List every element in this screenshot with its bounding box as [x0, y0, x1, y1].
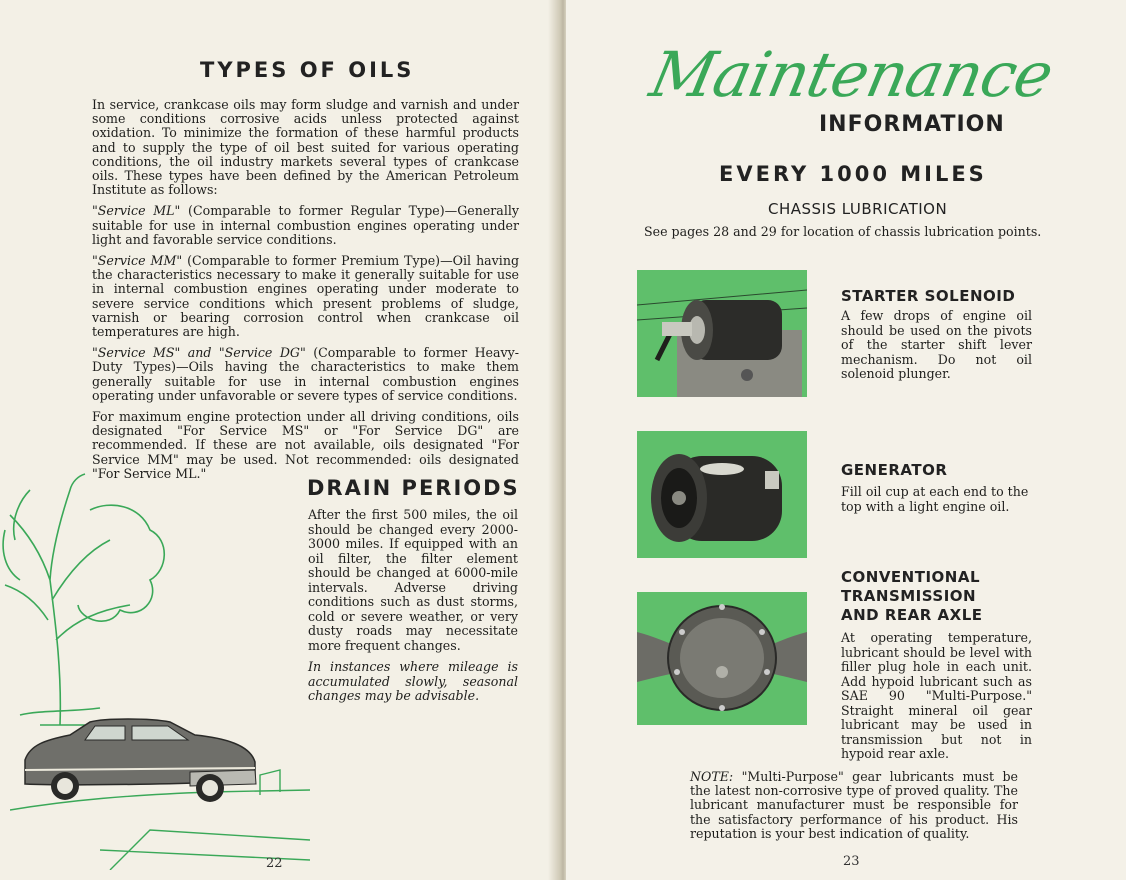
generator-icon [637, 431, 807, 558]
drain-periods-heading: DRAIN PERIODS [307, 476, 520, 500]
rear-axle-photo [637, 592, 807, 725]
left-page [0, 0, 560, 880]
drain-paragraph: After the first 500 miles, the oil should be changed every 2000-3000 miles. If equipped with an oil filter, the filter element should be changed at 6000-mile intervals. Adverse driving conditions such as dust storms, cold or severe weather, or very dusty roads may necessitate more frequent changes. [308, 507, 518, 653]
transmission-axle-title [841, 568, 983, 625]
information-heading: INFORMATION [819, 112, 1005, 137]
note-paragraph [690, 770, 1018, 841]
page-number-right: 23 [843, 854, 860, 869]
max-protection-paragraph: For maximum engine protection under all driving conditions, oils designated "For Service MS" or "For Service DG" are recommended. If these are not available, oils designated "For Service MM" may be used. Not recommended: oils designated "For Service ML." [92, 409, 519, 481]
service-ms-paragraph [92, 346, 519, 403]
rear-axle-icon [637, 592, 807, 725]
transmission-title-line-1: CONVENTIONAL [841, 568, 981, 586]
chassis-lubrication-heading: CHASSIS LUBRICATION [768, 200, 948, 218]
service-ms-text: (Comparable to former Heavy-Duty Types)—Oils having the characteristics to make them generally suitable for use in internal combustion engines operating under unfavorable or severe types of service conditions. [92, 345, 519, 403]
service-mm-text: (Comparable to former Premium Type)—Oil having the characteristics necessary to make it generally suitable for use in internal combustion engines operating under moderate to severe service conditions which present problems of sludge, varnish or bearing corrosion control when crankcase oil temperatures are high. [92, 253, 520, 340]
page-number-left: 22 [266, 856, 283, 871]
service-ml-text: (Comparable to former Regular Type)—Generally suitable for use in internal combustion engines operating under light and favorable service conditions. [92, 203, 519, 247]
starter-solenoid-title: STARTER SOLENOID [841, 287, 1016, 305]
types-of-oils-heading: TYPES OF OILS [200, 58, 415, 82]
note-text: "Multi-Purpose" gear lubricants must be the latest non-corrosive type of proved quality. The lubricant manufacturer must be responsible for the satisfactory performance of his product. His reputation is your best indication of quality. [690, 769, 1018, 841]
right-page [566, 0, 1126, 880]
service-mm-paragraph [92, 254, 519, 339]
intro-paragraph: In service, crankcase oils may form sludge and varnish and under some conditions corrosive acids unless protected against oxidation. To minimize the formation of these harmful products and to supply the type of oil best suited for various operating conditions, the oil industry markets several types of crankcase oils. These types have been defined by the American Petroleum Institute as follows: [92, 97, 519, 198]
maintenance-script-title: Maintenance [644, 38, 1059, 111]
transmission-title-line-3: AND REAR AXLE [841, 606, 983, 624]
service-mm-label: "Service MM" [92, 253, 183, 269]
generator-text: Fill oil cup at each end to the top with a light engine oil. [841, 484, 1029, 514]
service-ms-label: "Service MS" and "Service DG" [92, 345, 306, 361]
generator-title: GENERATOR [841, 461, 948, 479]
car-illustration [10, 700, 310, 870]
every-1000-miles-heading: EVERY 1000 MILES [719, 162, 987, 186]
oil-types-text [92, 98, 519, 488]
starter-solenoid-photo [637, 270, 807, 397]
service-ml-label: "Service ML" [92, 203, 181, 219]
drain-periods-text [308, 508, 518, 711]
starter-solenoid-text: A few drops of engine oil should be used on the pivots of the starter shift lever mechanism. Do not oil solenoid plunger. [841, 308, 1032, 381]
chassis-lubrication-text: See pages 28 and 29 for location of chassis lubrication points. [644, 224, 1042, 239]
note-label: NOTE: [690, 769, 734, 784]
transmission-title-line-2: TRANSMISSION [841, 587, 977, 605]
tree-illustration [0, 470, 175, 730]
transmission-axle-text: At operating temperature, lubricant should be level with filler plug hole in each unit. Add hypoid lubricant such as SAE 90 "Multi-Purpose." Straight mineral oil gear lubricant may be used in transmission but not in hypoid rear axle. [841, 630, 1032, 761]
service-ml-paragraph [92, 204, 519, 247]
drain-italic-paragraph: In instances where mileage is accumulated slowly, seasonal changes may be advisable. [308, 659, 518, 703]
generator-photo [637, 431, 807, 558]
starter-solenoid-icon [637, 270, 807, 397]
